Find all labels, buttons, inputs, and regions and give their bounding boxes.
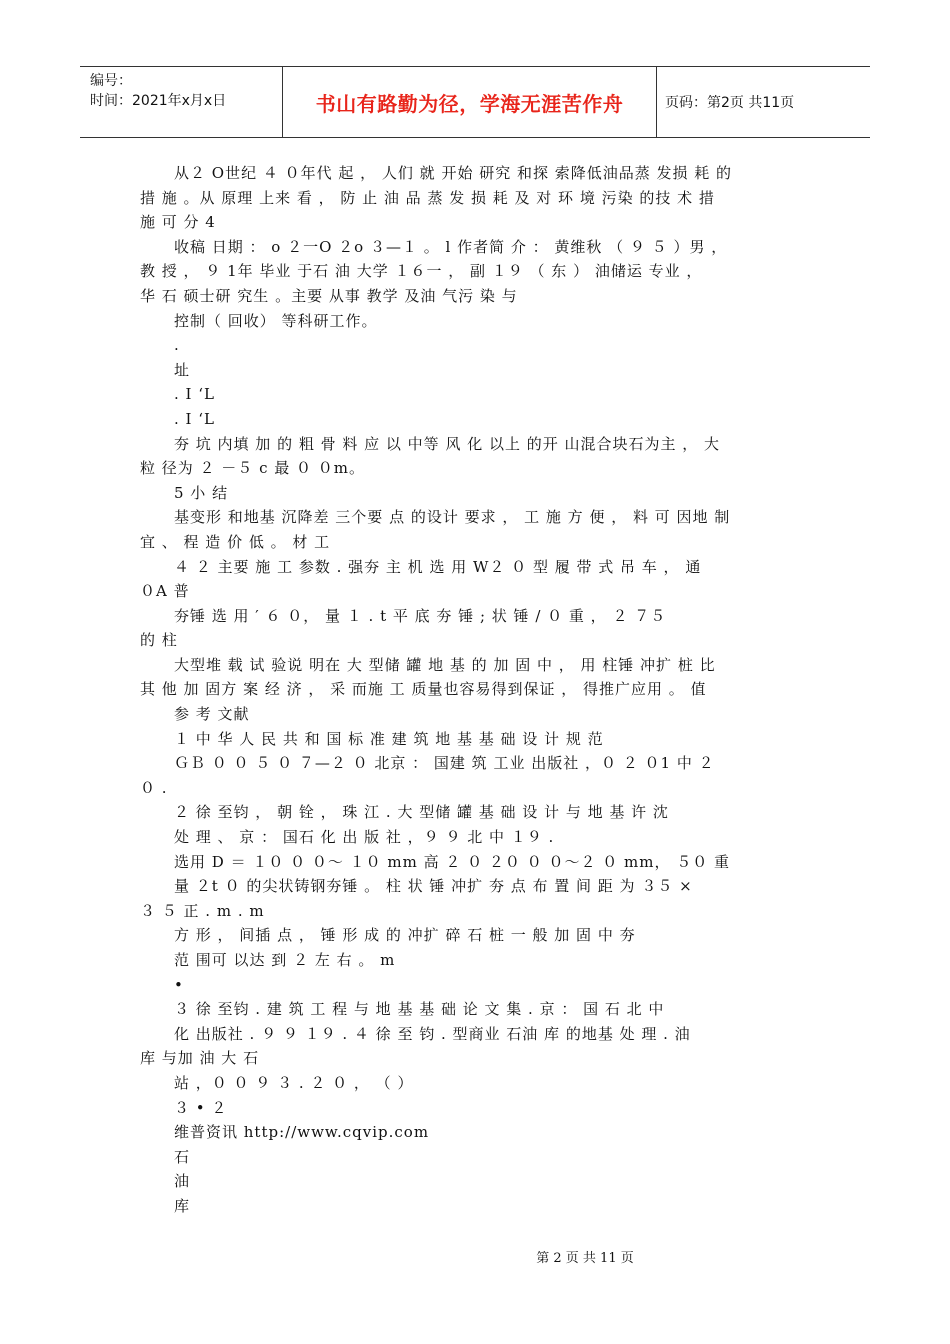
text-line: 宜 、 程 造 价 低 。 材 工 <box>140 532 331 551</box>
text-line: 处 理 、 京 ： 国石 化 出 版 社 ，９ ９ 北 中 １９ . <box>174 828 555 847</box>
page-header <box>80 66 870 138</box>
text-line: ３ ５ 正 . m . m <box>140 901 265 920</box>
time-label: 时间：2021年x月x日 <box>90 93 227 109</box>
text-line: 其 他 加 固方 案 经 济 ， 采 而施 工 质量也容易得到保证 ， 得推广应用 。 值 <box>140 680 707 699</box>
text-line: ０A 普 <box>140 582 190 601</box>
text-line: 量 ２t ０ 的尖状铸钢夯锤 。 柱 状 锤 冲扩 夯 点 布 置 间 距 为 ３５ × <box>174 877 693 896</box>
number-label: 编号： <box>90 73 132 89</box>
text-line: ２ 徐 至钧 ， 朝 铨 ， 珠 江 . 大 型储 罐 基 础 设 计 与 地 基 许 沈 <box>174 803 669 822</box>
text-line: 油 <box>174 1172 191 1191</box>
text-line: 大型堆 载 试 验说 明在 大 型储 罐 地 基 的 加 固 中 ， 用 柱锤 冲扩 桩 比 <box>174 655 716 674</box>
text-line: 夯锤 选 用 ′ ６ ０， 量 １ . t 平 底 夯 锤 ; 状 锤 / ０ 重 ， ２ ７５ <box>174 606 667 625</box>
text-line: 控制（ 回收） 等科研工作。 <box>174 311 378 330</box>
text-line: 范 围可 以达 到 ２ 左 右 。 m <box>174 951 396 969</box>
text-line: １ 中 华 人 民 共 和 国 标 准 建 筑 地 基 基 础 设 计 规 范 <box>174 729 604 748</box>
page-footer: 第 2 页 共 11 页 <box>536 1251 634 1266</box>
text-line: 石 <box>174 1147 191 1166</box>
text-line: 化 出版社 . ９ ９ １９ . ４ 徐 至 钧 . 型商业 石油 库 的地基 处 理 . 油 <box>174 1024 691 1043</box>
text-line: 华 石 硕士研 究生 。主要 从事 教学 及油 气污 染 与 <box>140 286 518 305</box>
header-meta <box>80 67 283 137</box>
header-page-code: 页码：第2页 共11页 <box>665 95 795 111</box>
text-line: 5 小 结 <box>174 483 229 502</box>
text-line: ０ . <box>140 778 168 797</box>
text-line: . <box>174 336 180 355</box>
text-line: 址 <box>174 360 191 379</box>
text-line: 教 授 ， ９ 1年 毕业 于石 油 大学 １６一 ， 副 １９ （ 东 ） 油储运 专业 ， <box>140 262 703 281</box>
text-line: 施 可 分 4 <box>140 213 216 232</box>
text-line: 参 考 文献 <box>174 705 250 724</box>
text-line: 基变形 和地基 沉降差 三个要 点 的设计 要求 ， 工 施 方 便 ， 料 可 因地 制 <box>174 508 731 527</box>
text-line: 方 形 ， 间插 点 ， 锤 形 成 的 冲扩 碎 石 桩 一 般 加 固 中 夯 <box>174 926 636 945</box>
document-body <box>140 161 812 1219</box>
text-line: 站 ，０ ０ ９ ３ . ２ ０ ， （ ） <box>174 1073 414 1092</box>
text-line: 库 <box>174 1196 191 1215</box>
text-line: 夯 坑 内填 加 的 粗 骨 料 应 以 中等 风 化 以上 的开 山混合块石为主 ， 大 <box>174 434 721 453</box>
text-line: ＧＢ ０ ０ ５ ０ ７—２ ０ 北京 ： 国建 筑 工业 出版社 ，０ ２ ０1 中 ２ <box>174 754 715 773</box>
text-line: 维普资讯 http://www.cqvip.com <box>174 1123 430 1142</box>
text-line: ４ ２ 主要 施 工 参数 . 强夯 主 机 选 用 W２ ０ 型 履 带 式 吊 车 ， 通 <box>174 557 702 576</box>
text-line: 措 施 。从 原理 上来 看 ， 防 止 油 品 蒸 发 损 耗 及 对 环 境 污染 的技 术 措 <box>140 188 715 207</box>
text-line: ３ • ２ <box>174 1098 228 1117</box>
text-line: 的 柱 <box>140 631 178 650</box>
text-line: 粒 径为 ２ －５ c 最 ０ ０m。 <box>140 459 366 478</box>
text-line: 收稿 日期 ： o ２一O ２o ３—１ 。 l 作者简 介 ： 黄维秋 （ ９ ５ ）男 ， <box>174 237 728 256</box>
text-line: . I ‘L <box>174 409 215 428</box>
text-line: 从２ O世纪 ４ ０年代 起 ， 人们 就 开始 研究 和探 索降低油品蒸 发损 耗 的 <box>174 164 733 182</box>
header-motto: 书山有路勤为径，学海无涯苦作舟 <box>283 67 657 137</box>
text-line: ３ 徐 至钧 . 建 筑 工 程 与 地 基 基 础 论 文 集 . 京 ： 国 石 北 中 <box>174 1000 665 1019</box>
text-line: . I ‘L <box>174 385 215 404</box>
text-line: 库 与加 油 大 石 <box>140 1049 260 1068</box>
text-line: 选用 D ＝ １０ ０ ０～ １０ mm 高 ２ ０ ２０ ０ ０～２ ０ mm， ５０ 重 <box>174 852 730 871</box>
text-line: • <box>174 975 184 994</box>
